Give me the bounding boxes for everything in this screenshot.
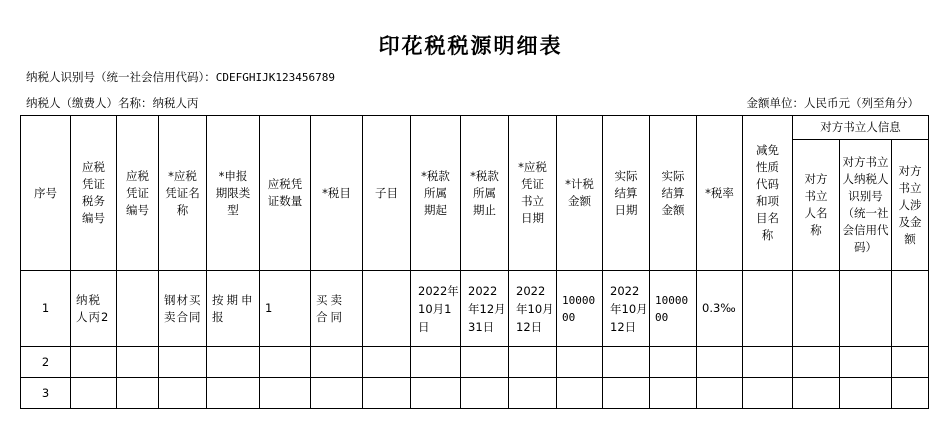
header-tax-rate: *税率: [697, 116, 743, 271]
taxpayer-name-label: 纳税人（缴费人）名称：: [26, 96, 153, 110]
cell-period-start: 2022年10月1日: [411, 271, 461, 347]
header-counterparty-group: 对方书立人信息: [793, 116, 929, 140]
header-sign-date: *应税凭证书立日期: [509, 116, 557, 271]
header-tax-item: *税目: [311, 116, 363, 271]
cell-tax-item: 买卖合同: [311, 271, 363, 347]
tax-source-table: [20, 115, 929, 409]
header-voucher-name: *应税凭证名称: [159, 116, 207, 271]
cell-voucher-tax-no: 纳税人丙2: [71, 271, 117, 347]
header-voucher-no: 应税凭证编号: [117, 116, 159, 271]
header-taxable-amount: *计税金额: [557, 116, 603, 271]
cell-cp-id: [840, 271, 892, 347]
header-reduction-code: 减免性质代码和项目名称: [743, 116, 793, 271]
taxpayer-id-label: 纳税人识别号（统一社会信用代码）：: [26, 70, 216, 84]
taxpayer-id-line: [26, 69, 335, 85]
cell-seq: 1: [21, 271, 71, 347]
taxpayer-name-value: 纳税人丙: [152, 96, 199, 110]
cell-taxable-amount: 1000000: [557, 271, 603, 347]
header-settle-date: 实际结算日期: [603, 116, 650, 271]
header-voucher-tax-no: 应税凭证税务编号: [71, 116, 117, 271]
cell-voucher-no: [117, 271, 159, 347]
header-period-end: *税款所属期止: [461, 116, 509, 271]
cell-period-type: 按期申报: [207, 271, 260, 347]
header-cp-name: 对方书立人名称: [793, 140, 840, 271]
table-row: [21, 378, 929, 409]
cell-sub-item: [363, 271, 411, 347]
page-title: 印花税税源明细表: [378, 34, 563, 58]
header-cp-id: 对方书立人纳税人识别号（统一社会信用代码）: [840, 140, 892, 271]
cell-settle-amount: 1000000: [650, 271, 697, 347]
cell-period-end: 2022年12月31日: [461, 271, 509, 347]
cell-voucher-qty: 1: [260, 271, 311, 347]
header-cp-amount: 对方书立人涉及金额: [892, 140, 929, 271]
cell-sign-date: 2022年10月12日: [509, 271, 557, 347]
cell-tax-rate: 0.3‰: [697, 271, 743, 347]
taxpayer-id-value: CDEFGHIJK123456789: [215, 71, 335, 84]
header-seq: 序号: [21, 116, 71, 271]
header-period-type: *申报期限类型: [207, 116, 260, 271]
cell-reduction-code: [743, 271, 793, 347]
cell-seq: 3: [21, 378, 71, 409]
table-row: [21, 271, 929, 347]
taxpayer-name-line: [26, 95, 199, 111]
header-voucher-qty: 应税凭证数量: [260, 116, 311, 271]
table-row: [21, 347, 929, 378]
header-period-start: *税款所属期起: [411, 116, 461, 271]
cell-cp-amount: [892, 271, 929, 347]
cell-voucher-name: 钢材买卖合同: [159, 271, 207, 347]
cell-settle-date: 2022年10月12日: [603, 271, 650, 347]
cell-cp-name: [793, 271, 840, 347]
cell-seq: 2: [21, 347, 71, 378]
header-settle-amount: 实际结算金额: [650, 116, 697, 271]
amount-unit: 金额单位：人民币元（列至角分）: [746, 96, 919, 110]
header-sub-item: 子目: [363, 116, 411, 271]
